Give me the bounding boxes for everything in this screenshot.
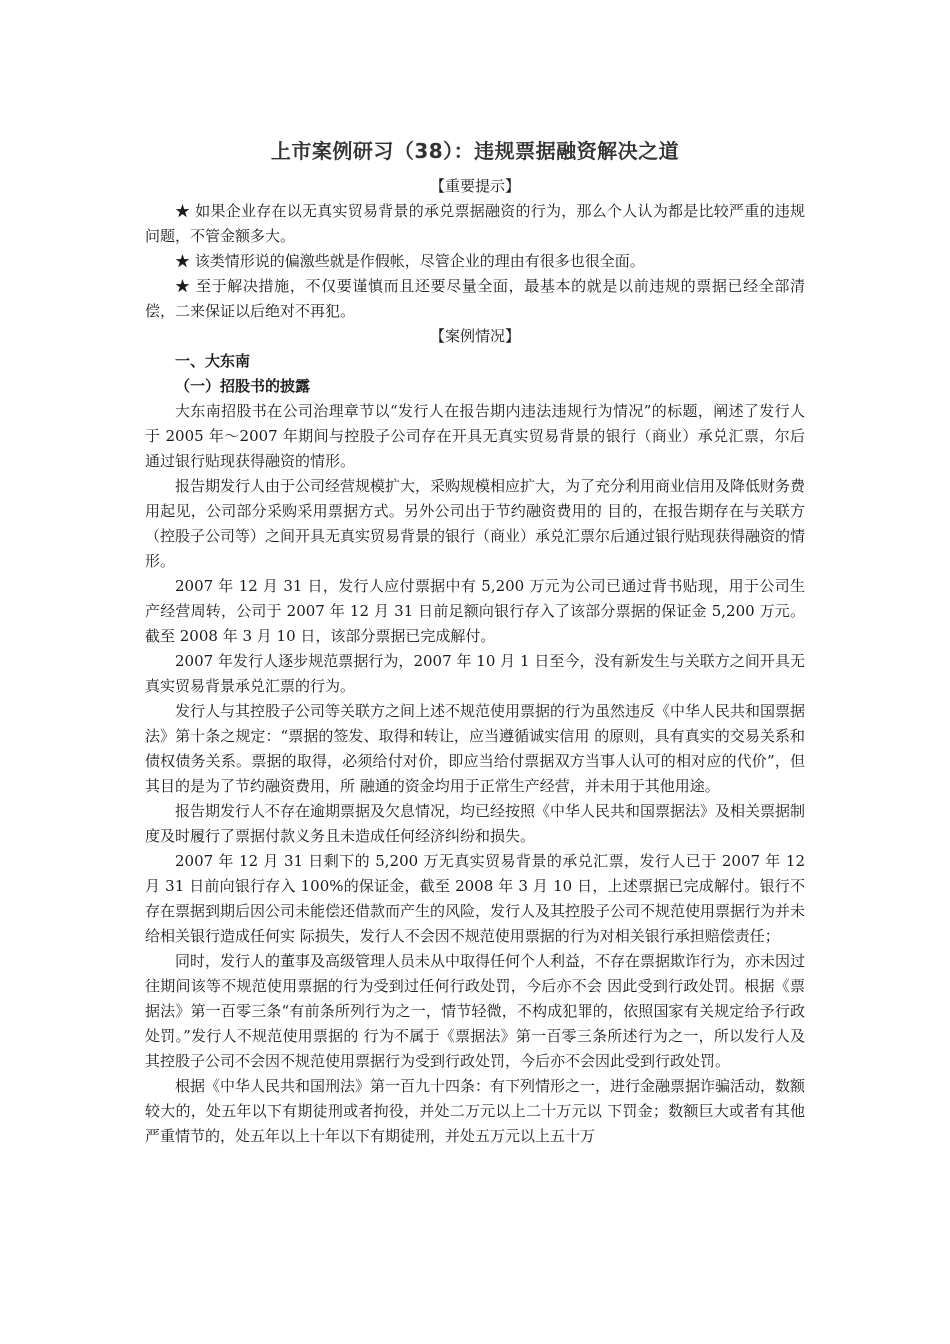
body-paragraph: 2007 年 12 月 31 日剩下的 5,200 万无真实贸易背景的承兑汇票，发行人已于 2007 年 12 月 31 日前向银行存入 100%的保证金，截至 2008 年 3 月 10 日，上述票据已完成解付。银行不存在票据到期后因公司未能偿还借款而产生的风险，发行人及其控股子公司不规范使用票据行为并未给相关银行造成任何实 际损失，发行人不会因不规范使用票据的行为对相关银行承担赔偿责任； xyxy=(145,852,806,945)
body-paragraph: 2007 年发行人逐步规范票据行为，2007 年 10 月 1 日至今，没有新发生与关联方之间开具无真实贸易背景承兑汇票的行为。 xyxy=(145,652,805,695)
page-title: 上市案例研习（38）：违规票据融资解决之道 xyxy=(270,139,680,163)
case-heading: 【案例情况】 xyxy=(429,327,520,345)
body-paragraph: 同时，发行人的董事及高级管理人员未从中取得任何个人利益，不存在票据欺诈行为，亦未因过往期间该等不规范使用票据的行为受到过任何行政处罚，今后亦不会 因此受到行政处罚。根据《票据法》第一百零三条“有前条所列行为之一，情节轻微，不构成犯罪的，依照国家有关规定给予行政处罚。”发行人不规范使用票据的 行为不属于《票据法》第一百零三条所述行为之一，所以发行人及其控股子公司不会因不规范使用票据行为受到行政处罚，今后亦不会因此受到行政处罚。 xyxy=(145,952,806,1070)
tip-item: ★ 该类情形说的偏激些就是作假帐，尽管企业的理由有很多也很全面。 xyxy=(175,252,645,270)
subsection-heading: （一）招股书的披露 xyxy=(175,377,311,395)
section-heading: 一、大东南 xyxy=(175,352,251,370)
document-body xyxy=(145,136,805,1149)
body-paragraph: 2007 年 12 月 31 日，发行人应付票据中有 5,200 万元为公司已通过背书贴现，用于公司生产经营周转，公司于 2007 年 12 月 31 日前足额向银行存入了该部分票据的保证金 5,200 万元。截至 2008 年 3 月 10 日，该部分票据已完成解付。 xyxy=(145,577,805,645)
body-paragraph: 根据《中华人民共和国刑法》第一百九十四条：有下列情形之一，进行金融票据诈骗活动，数额较大的，处五年以下有期徒刑或者拘役，并处二万元以上二十万元以 下罚金；数额巨大或者有其他严重情节的，处五年以上十年以下有期徒刑，并处五万元以上五十万 xyxy=(145,1077,806,1145)
body-paragraph: 大东南招股书在公司治理章节以“发行人在报告期内违法违规行为情况”的标题，阐述了发行人于 2005 年～2007 年期间与控股子公司存在开具无真实贸易背景的银行（商业）承兑汇票，尔后通过银行贴现获得融资的情形。 xyxy=(145,402,805,470)
tip-item: ★ 至于解决措施，不仅要谨慎而且还要尽量全面，最基本的就是以前违规的票据已经全部清偿，二来保证以后绝对不再犯。 xyxy=(145,277,805,320)
tip-item: ★ 如果企业存在以无真实贸易背景的承兑票据融资的行为，那么个人认为都是比较严重的违规问题，不管金额多大。 xyxy=(145,202,805,245)
tips-heading: 【重要提示】 xyxy=(429,177,520,195)
body-paragraph: 报告期发行人不存在逾期票据及欠息情况，均已经按照《中华人民共和国票据法》及相关票据制度及时履行了票据付款义务且未造成任何经济纠纷和损失。 xyxy=(145,802,806,845)
body-paragraph: 报告期发行人由于公司经营规模扩大，采购规模相应扩大，为了充分利用商业信用及降低财务费用起见，公司部分采购采用票据方式。另外公司出于节约融资费用的 目的，在报告期存在与关联方（控股子公司等）之间开具无真实贸易背景的银行（商业）承兑汇票尔后通过银行贴现获得融资的情形。 xyxy=(145,477,806,570)
body-paragraph: 发行人与其控股子公司等关联方之间上述不规范使用票据的行为虽然违反《中华人民共和国票据法》第十条之规定：“票据的签发、取得和转让，应当遵循诚实信用 的原则，具有真实的交易关系和债权债务关系。票据的取得，必须给付对价，即应当给付票据双方当事人认可的相对应的代价”，但其目的是为了节约融资费用，所 融通的资金均用于正常生产经营，并未用于其他用途。 xyxy=(145,702,806,795)
